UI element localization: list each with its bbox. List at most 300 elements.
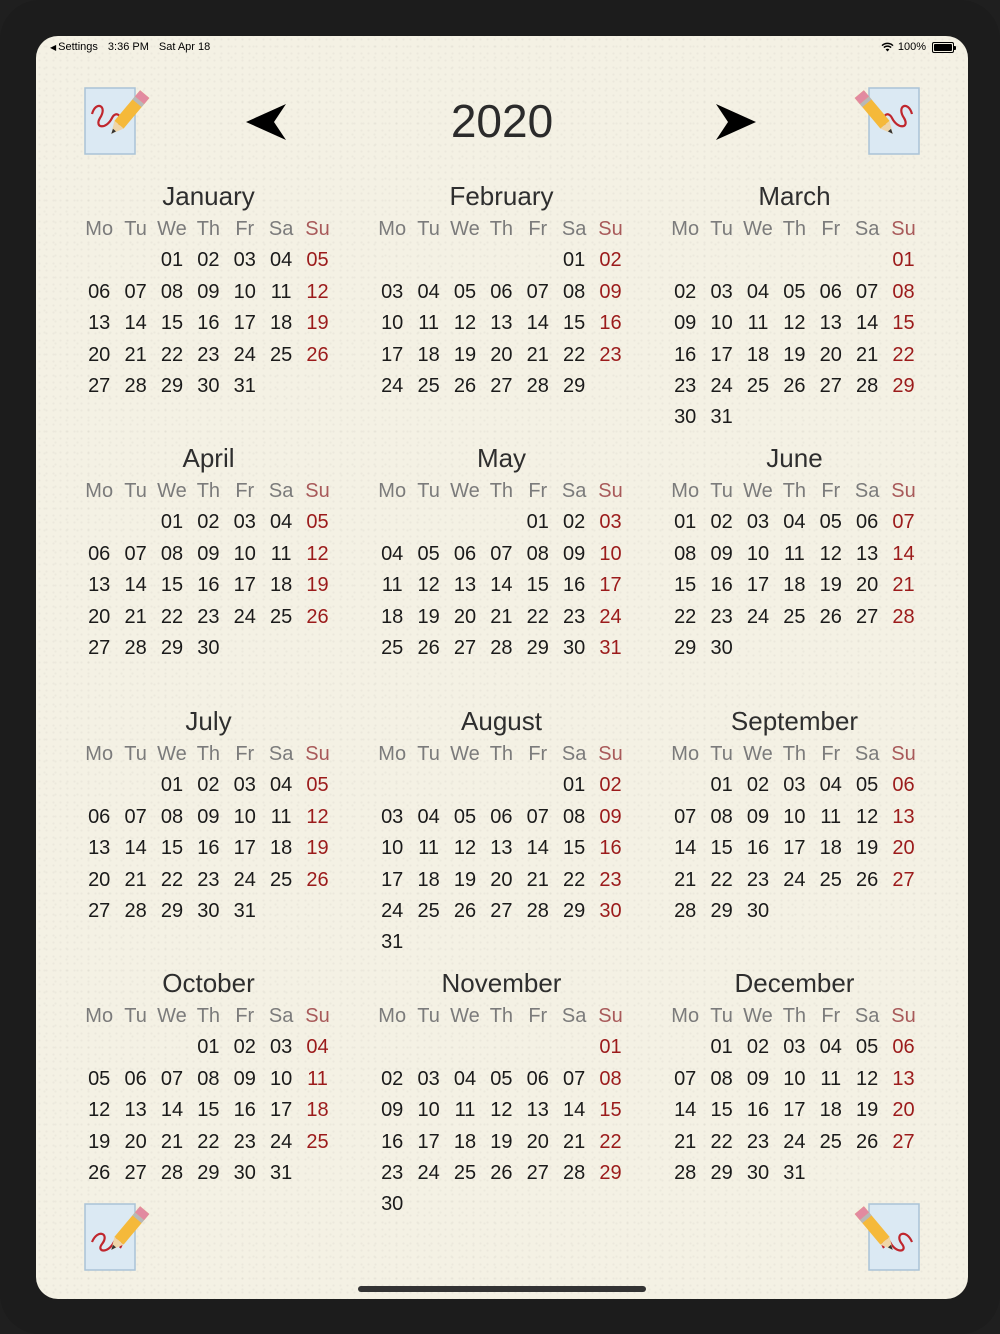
day-cell[interactable]: 23 [197, 605, 220, 628]
day-cell[interactable]: 11 [747, 312, 769, 335]
day-cell[interactable]: 01 [599, 1036, 622, 1059]
day-cell[interactable]: 16 [746, 1099, 770, 1122]
day-cell[interactable]: 28 [526, 899, 549, 922]
day-cell[interactable]: 09 [197, 280, 220, 303]
day-cell[interactable]: 20 [892, 1099, 915, 1122]
day-cell[interactable]: 27 [88, 636, 111, 659]
day-cell[interactable]: 05 [306, 774, 329, 797]
day-cell[interactable]: 20 [124, 1130, 147, 1153]
day-cell[interactable]: 08 [599, 1067, 622, 1090]
day-cell[interactable]: 05 [453, 280, 477, 303]
home-indicator[interactable] [358, 1286, 646, 1292]
day-cell[interactable]: 08 [710, 1067, 733, 1090]
day-cell[interactable]: 23 [197, 343, 220, 366]
day-cell[interactable]: 19 [417, 605, 440, 628]
day-cell[interactable]: 28 [490, 636, 513, 659]
day-cell[interactable]: 13 [819, 312, 842, 335]
day-cell[interactable]: 24 [233, 605, 256, 628]
day-cell[interactable]: 04 [819, 774, 842, 797]
day-cell[interactable]: 29 [599, 1161, 622, 1184]
day-cell[interactable]: 12 [417, 574, 440, 597]
day-cell[interactable]: 07 [124, 280, 147, 303]
day-cell[interactable]: 26 [490, 1161, 513, 1184]
day-cell[interactable]: 16 [197, 574, 220, 597]
day-cell[interactable]: 03 [270, 1036, 293, 1059]
day-cell[interactable]: 17 [233, 574, 256, 597]
day-cell[interactable]: 04 [819, 1036, 842, 1059]
day-cell[interactable]: 24 [381, 374, 404, 397]
notepad-pencil-icon[interactable] [846, 1198, 922, 1274]
day-cell[interactable]: 21 [674, 1130, 697, 1153]
day-cell[interactable]: 12 [783, 312, 806, 335]
day-cell[interactable]: 13 [856, 542, 879, 565]
day-cell[interactable]: 29 [563, 374, 586, 397]
day-cell[interactable]: 09 [197, 805, 220, 828]
day-cell[interactable]: 12 [88, 1099, 111, 1122]
day-cell[interactable]: 03 [381, 805, 404, 828]
day-cell[interactable]: 08 [674, 542, 697, 565]
day-cell[interactable]: 05 [490, 1067, 513, 1090]
day-cell[interactable]: 27 [490, 899, 513, 922]
day-cell[interactable]: 01 [160, 249, 184, 272]
day-cell[interactable]: 12 [819, 542, 842, 565]
day-cell[interactable]: 17 [233, 837, 256, 860]
day-cell[interactable]: 22 [160, 343, 184, 366]
day-cell[interactable]: 11 [418, 312, 439, 335]
day-cell[interactable]: 02 [563, 511, 586, 534]
day-cell[interactable]: 08 [160, 280, 184, 303]
day-cell[interactable]: 18 [417, 343, 440, 366]
day-cell[interactable]: 17 [381, 868, 404, 891]
day-cell[interactable]: 16 [197, 837, 220, 860]
day-cell[interactable]: 03 [783, 1036, 806, 1059]
day-cell[interactable]: 03 [710, 280, 733, 303]
day-cell[interactable]: 08 [892, 280, 915, 303]
month-july[interactable] [81, 703, 336, 927]
day-cell[interactable]: 10 [783, 1067, 806, 1090]
day-cell[interactable]: 17 [599, 574, 622, 597]
day-cell[interactable]: 14 [674, 837, 697, 860]
day-cell[interactable]: 15 [674, 574, 697, 597]
day-cell[interactable]: 09 [197, 542, 220, 565]
day-cell[interactable]: 08 [160, 542, 184, 565]
day-cell[interactable]: 24 [783, 868, 806, 891]
day-cell[interactable]: 10 [233, 805, 256, 828]
day-cell[interactable]: 22 [563, 343, 586, 366]
day-cell[interactable]: 28 [124, 374, 147, 397]
day-cell[interactable]: 06 [490, 805, 513, 828]
month-april[interactable] [81, 440, 336, 664]
day-cell[interactable]: 16 [710, 574, 733, 597]
day-cell[interactable]: 27 [453, 636, 477, 659]
day-cell[interactable]: 01 [160, 774, 184, 797]
month-august[interactable] [374, 703, 629, 959]
day-cell[interactable]: 20 [88, 605, 111, 628]
day-cell[interactable]: 18 [270, 312, 293, 335]
day-cell[interactable]: 06 [892, 1036, 915, 1059]
day-cell[interactable]: 18 [306, 1099, 329, 1122]
day-cell[interactable]: 11 [381, 574, 403, 597]
day-cell[interactable]: 28 [160, 1161, 184, 1184]
day-cell[interactable]: 21 [892, 574, 915, 597]
month-may[interactable] [374, 440, 629, 664]
day-cell[interactable]: 09 [599, 805, 622, 828]
day-cell[interactable]: 09 [746, 805, 770, 828]
day-cell[interactable]: 31 [233, 899, 256, 922]
day-cell[interactable]: 10 [381, 312, 404, 335]
day-cell[interactable]: 02 [233, 1036, 256, 1059]
day-cell[interactable]: 07 [160, 1067, 184, 1090]
day-cell[interactable]: 17 [233, 312, 256, 335]
day-cell[interactable]: 25 [417, 899, 440, 922]
day-cell[interactable]: 19 [856, 837, 879, 860]
day-cell[interactable]: 22 [892, 343, 915, 366]
day-cell[interactable]: 03 [599, 511, 622, 534]
day-cell[interactable]: 25 [453, 1161, 477, 1184]
day-cell[interactable]: 07 [563, 1067, 586, 1090]
day-cell[interactable]: 09 [563, 542, 586, 565]
day-cell[interactable]: 18 [453, 1130, 477, 1153]
day-cell[interactable]: 29 [197, 1161, 220, 1184]
day-cell[interactable]: 26 [453, 899, 477, 922]
day-cell[interactable]: 08 [160, 805, 184, 828]
day-cell[interactable]: 22 [674, 605, 697, 628]
day-cell[interactable]: 14 [124, 837, 147, 860]
day-cell[interactable]: 27 [892, 1130, 915, 1153]
day-cell[interactable]: 23 [563, 605, 586, 628]
day-cell[interactable]: 07 [674, 1067, 697, 1090]
day-cell[interactable]: 21 [160, 1130, 184, 1153]
day-cell[interactable]: 10 [783, 805, 806, 828]
day-cell[interactable]: 30 [563, 636, 586, 659]
day-cell[interactable]: 30 [197, 374, 220, 397]
day-cell[interactable]: 19 [856, 1099, 879, 1122]
day-cell[interactable]: 08 [526, 542, 549, 565]
day-cell[interactable]: 23 [710, 605, 733, 628]
day-cell[interactable]: 11 [270, 542, 292, 565]
day-cell[interactable]: 16 [674, 343, 697, 366]
day-cell[interactable]: 29 [160, 374, 184, 397]
day-cell[interactable]: 10 [599, 542, 622, 565]
day-cell[interactable]: 25 [381, 636, 404, 659]
day-cell[interactable]: 20 [490, 868, 513, 891]
day-cell[interactable]: 27 [526, 1161, 549, 1184]
day-cell[interactable]: 07 [124, 805, 147, 828]
day-cell[interactable]: 14 [526, 837, 549, 860]
day-cell[interactable]: 31 [270, 1161, 293, 1184]
day-cell[interactable]: 19 [490, 1130, 513, 1153]
day-cell[interactable]: 06 [819, 280, 842, 303]
day-cell[interactable]: 17 [783, 1099, 806, 1122]
day-cell[interactable]: 11 [270, 805, 292, 828]
day-cell[interactable]: 30 [674, 406, 697, 429]
day-cell[interactable]: 13 [490, 837, 513, 860]
day-cell[interactable]: 11 [307, 1067, 328, 1090]
day-cell[interactable]: 28 [674, 1161, 697, 1184]
day-cell[interactable]: 29 [563, 899, 586, 922]
day-cell[interactable]: 04 [746, 280, 770, 303]
day-cell[interactable]: 23 [674, 374, 697, 397]
day-cell[interactable]: 26 [856, 1130, 879, 1153]
day-cell[interactable]: 11 [783, 542, 805, 565]
day-cell[interactable]: 27 [88, 374, 111, 397]
day-cell[interactable]: 26 [783, 374, 806, 397]
day-cell[interactable]: 20 [856, 574, 879, 597]
day-cell[interactable]: 30 [197, 636, 220, 659]
day-cell[interactable]: 24 [270, 1130, 293, 1153]
day-cell[interactable]: 01 [197, 1036, 220, 1059]
day-cell[interactable]: 01 [710, 774, 733, 797]
day-cell[interactable]: 16 [746, 837, 770, 860]
day-cell[interactable]: 23 [197, 868, 220, 891]
day-cell[interactable]: 16 [599, 312, 622, 335]
day-cell[interactable]: 27 [892, 868, 915, 891]
day-cell[interactable]: 24 [599, 605, 622, 628]
day-cell[interactable]: 14 [892, 542, 915, 565]
day-cell[interactable]: 10 [710, 312, 733, 335]
day-cell[interactable]: 19 [306, 837, 329, 860]
day-cell[interactable]: 30 [381, 1193, 404, 1216]
day-cell[interactable]: 05 [453, 805, 477, 828]
day-cell[interactable]: 07 [674, 805, 697, 828]
day-cell[interactable]: 02 [197, 511, 220, 534]
day-cell[interactable]: 13 [453, 574, 477, 597]
day-cell[interactable]: 20 [490, 343, 513, 366]
day-cell[interactable]: 19 [306, 312, 329, 335]
day-cell[interactable]: 14 [856, 312, 879, 335]
day-cell[interactable]: 04 [270, 774, 293, 797]
day-cell[interactable]: 14 [160, 1099, 184, 1122]
day-cell[interactable]: 15 [563, 837, 586, 860]
day-cell[interactable]: 30 [197, 899, 220, 922]
day-cell[interactable]: 12 [306, 280, 329, 303]
day-cell[interactable]: 04 [783, 511, 806, 534]
day-cell[interactable]: 04 [270, 249, 293, 272]
day-cell[interactable]: 05 [306, 511, 329, 534]
day-cell[interactable]: 30 [746, 899, 770, 922]
day-cell[interactable]: 15 [710, 1099, 733, 1122]
day-cell[interactable]: 22 [160, 868, 184, 891]
day-cell[interactable]: 16 [563, 574, 586, 597]
day-cell[interactable]: 27 [490, 374, 513, 397]
day-cell[interactable]: 08 [197, 1067, 220, 1090]
day-cell[interactable]: 29 [710, 1161, 733, 1184]
day-cell[interactable]: 28 [124, 636, 147, 659]
day-cell[interactable]: 02 [710, 511, 733, 534]
day-cell[interactable]: 10 [233, 280, 256, 303]
day-cell[interactable]: 17 [417, 1130, 440, 1153]
day-cell[interactable]: 01 [526, 511, 549, 534]
month-february[interactable] [374, 178, 629, 402]
day-cell[interactable]: 16 [599, 837, 622, 860]
day-cell[interactable]: 24 [233, 343, 256, 366]
day-cell[interactable]: 02 [746, 1036, 770, 1059]
day-cell[interactable]: 22 [599, 1130, 622, 1153]
day-cell[interactable]: 15 [197, 1099, 220, 1122]
day-cell[interactable]: 21 [526, 343, 549, 366]
day-cell[interactable]: 18 [746, 343, 770, 366]
day-cell[interactable]: 17 [381, 343, 404, 366]
day-cell[interactable]: 28 [856, 374, 879, 397]
day-cell[interactable]: 04 [270, 511, 293, 534]
day-cell[interactable]: 11 [270, 280, 292, 303]
day-cell[interactable]: 01 [892, 249, 915, 272]
day-cell[interactable]: 06 [526, 1067, 549, 1090]
day-cell[interactable]: 24 [417, 1161, 440, 1184]
day-cell[interactable]: 26 [417, 636, 440, 659]
day-cell[interactable]: 25 [819, 1130, 842, 1153]
day-cell[interactable]: 13 [892, 1067, 915, 1090]
day-cell[interactable]: 24 [233, 868, 256, 891]
day-cell[interactable]: 19 [453, 343, 477, 366]
day-cell[interactable]: 31 [381, 931, 404, 954]
day-cell[interactable]: 25 [417, 374, 440, 397]
day-cell[interactable]: 30 [599, 899, 622, 922]
month-november[interactable] [374, 965, 629, 1221]
day-cell[interactable]: 22 [710, 1130, 733, 1153]
day-cell[interactable]: 18 [417, 868, 440, 891]
day-cell[interactable]: 25 [306, 1130, 329, 1153]
day-cell[interactable]: 09 [746, 1067, 770, 1090]
day-cell[interactable]: 06 [88, 542, 111, 565]
day-cell[interactable]: 26 [819, 605, 842, 628]
day-cell[interactable]: 13 [124, 1099, 147, 1122]
day-cell[interactable]: 26 [306, 343, 329, 366]
day-cell[interactable]: 10 [381, 837, 404, 860]
day-cell[interactable]: 18 [381, 605, 404, 628]
day-cell[interactable]: 25 [270, 343, 293, 366]
day-cell[interactable]: 03 [233, 774, 256, 797]
day-cell[interactable]: 10 [233, 542, 256, 565]
day-cell[interactable]: 15 [160, 837, 184, 860]
day-cell[interactable]: 09 [674, 312, 697, 335]
month-september[interactable] [667, 703, 922, 927]
day-cell[interactable]: 06 [892, 774, 915, 797]
day-cell[interactable]: 22 [563, 868, 586, 891]
day-cell[interactable]: 29 [674, 636, 697, 659]
day-cell[interactable]: 19 [453, 868, 477, 891]
day-cell[interactable]: 11 [820, 805, 842, 828]
day-cell[interactable]: 20 [88, 343, 111, 366]
month-june[interactable] [667, 440, 922, 664]
day-cell[interactable]: 09 [381, 1099, 404, 1122]
day-cell[interactable]: 05 [417, 542, 440, 565]
day-cell[interactable]: 06 [453, 542, 477, 565]
day-cell[interactable]: 01 [563, 249, 586, 272]
day-cell[interactable]: 05 [783, 280, 806, 303]
day-cell[interactable]: 06 [856, 511, 879, 534]
day-cell[interactable]: 03 [233, 511, 256, 534]
day-cell[interactable]: 15 [160, 574, 184, 597]
day-cell[interactable]: 07 [526, 280, 549, 303]
day-cell[interactable]: 14 [124, 312, 147, 335]
day-cell[interactable]: 27 [124, 1161, 147, 1184]
day-cell[interactable]: 02 [381, 1067, 404, 1090]
day-cell[interactable]: 25 [746, 374, 770, 397]
day-cell[interactable]: 01 [710, 1036, 733, 1059]
day-cell[interactable]: 15 [563, 312, 586, 335]
day-cell[interactable]: 28 [526, 374, 549, 397]
day-cell[interactable]: 16 [197, 312, 220, 335]
day-cell[interactable]: 11 [820, 1067, 842, 1090]
day-cell[interactable]: 05 [856, 1036, 879, 1059]
day-cell[interactable]: 04 [453, 1067, 477, 1090]
day-cell[interactable]: 21 [124, 343, 147, 366]
day-cell[interactable]: 06 [88, 280, 111, 303]
notepad-pencil-icon[interactable] [846, 84, 922, 160]
day-cell[interactable]: 07 [124, 542, 147, 565]
day-cell[interactable]: 15 [710, 837, 733, 860]
day-cell[interactable]: 03 [783, 774, 806, 797]
day-cell[interactable]: 23 [746, 868, 770, 891]
day-cell[interactable]: 21 [856, 343, 879, 366]
day-cell[interactable]: 29 [892, 374, 915, 397]
day-cell[interactable]: 23 [381, 1161, 404, 1184]
day-cell[interactable]: 13 [88, 312, 111, 335]
day-cell[interactable]: 31 [783, 1161, 806, 1184]
day-cell[interactable]: 22 [160, 605, 184, 628]
day-cell[interactable]: 21 [490, 605, 513, 628]
day-cell[interactable]: 25 [270, 605, 293, 628]
day-cell[interactable]: 01 [160, 511, 184, 534]
day-cell[interactable]: 18 [270, 837, 293, 860]
day-cell[interactable]: 24 [710, 374, 733, 397]
day-cell[interactable]: 07 [892, 511, 915, 534]
day-cell[interactable]: 17 [746, 574, 770, 597]
day-cell[interactable]: 12 [856, 805, 879, 828]
day-cell[interactable]: 03 [746, 511, 770, 534]
day-cell[interactable]: 29 [526, 636, 549, 659]
day-cell[interactable]: 25 [270, 868, 293, 891]
day-cell[interactable]: 02 [197, 249, 220, 272]
day-cell[interactable]: 13 [526, 1099, 549, 1122]
day-cell[interactable]: 13 [88, 574, 111, 597]
day-cell[interactable]: 20 [892, 837, 915, 860]
day-cell[interactable]: 15 [599, 1099, 622, 1122]
day-cell[interactable]: 09 [710, 542, 733, 565]
day-cell[interactable]: 26 [453, 374, 477, 397]
notepad-pencil-icon[interactable] [82, 1198, 158, 1274]
day-cell[interactable]: 14 [526, 312, 549, 335]
notepad-pencil-icon[interactable] [82, 84, 158, 160]
day-cell[interactable]: 19 [306, 574, 329, 597]
day-cell[interactable]: 12 [453, 837, 477, 860]
day-cell[interactable]: 19 [819, 574, 842, 597]
day-cell[interactable]: 13 [490, 312, 513, 335]
day-cell[interactable]: 14 [674, 1099, 697, 1122]
day-cell[interactable]: 02 [599, 249, 622, 272]
day-cell[interactable]: 04 [417, 280, 440, 303]
day-cell[interactable]: 26 [88, 1161, 111, 1184]
day-cell[interactable]: 02 [599, 774, 622, 797]
day-cell[interactable]: 03 [417, 1067, 440, 1090]
day-cell[interactable]: 01 [674, 511, 697, 534]
day-cell[interactable]: 17 [783, 837, 806, 860]
day-cell[interactable]: 25 [819, 868, 842, 891]
day-cell[interactable]: 04 [381, 542, 404, 565]
day-cell[interactable]: 16 [233, 1099, 256, 1122]
day-cell[interactable]: 20 [453, 605, 477, 628]
day-cell[interactable]: 10 [270, 1067, 293, 1090]
day-cell[interactable]: 17 [270, 1099, 293, 1122]
day-cell[interactable]: 20 [88, 868, 111, 891]
day-cell[interactable]: 27 [819, 374, 842, 397]
day-cell[interactable]: 06 [490, 280, 513, 303]
day-cell[interactable]: 21 [674, 868, 697, 891]
day-cell[interactable]: 04 [417, 805, 440, 828]
day-cell[interactable]: 12 [856, 1067, 879, 1090]
right-arrow-icon[interactable] [714, 102, 758, 142]
